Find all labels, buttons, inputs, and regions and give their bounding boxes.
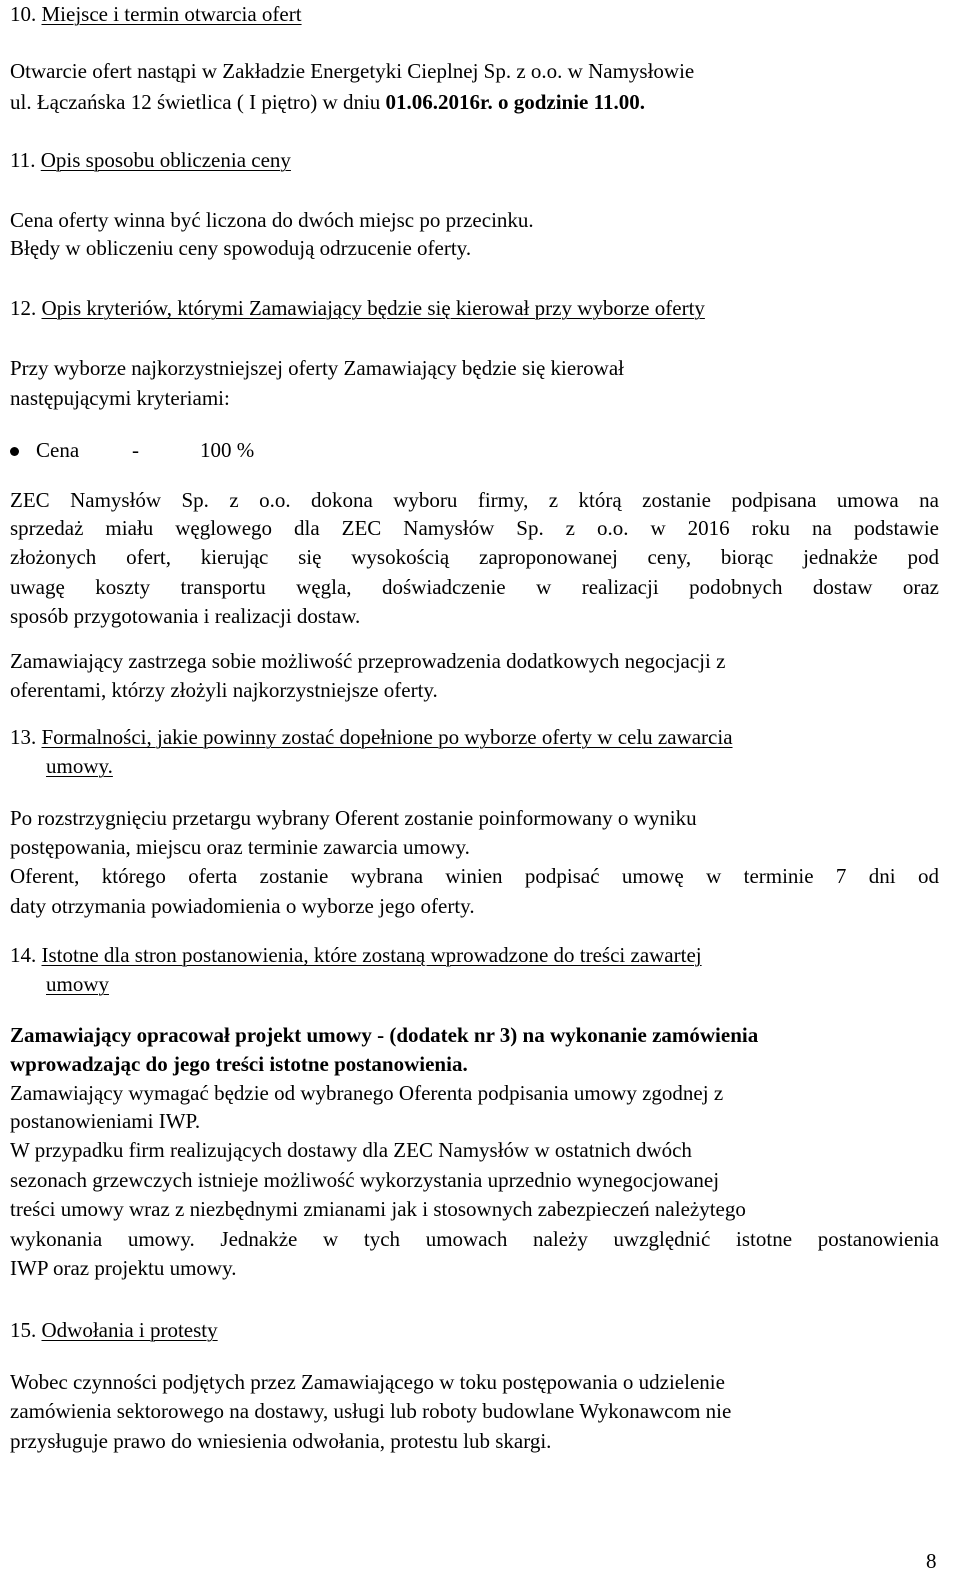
section-14-title-continued: umowy xyxy=(46,972,109,996)
section-12-heading xyxy=(10,295,705,321)
opening-date: 01.06.2016r. xyxy=(385,90,493,114)
paragraph-line: sprzedaż miału węglowego dla ZEC Namysłów Sp. z o.o. w 2016 roku na podstawie xyxy=(10,516,939,540)
section-11-heading xyxy=(10,147,291,173)
paragraph-line: Oferent, którego oferta zostanie wybrana winien podpisać umowę w terminie 7 dni od xyxy=(10,864,939,888)
paragraph-line: daty otrzymania powiadomienia o wyborze jego oferty. xyxy=(10,894,475,918)
paragraph-line: Cena oferty winna być liczona do dwóch miejsc po przecinku. xyxy=(10,208,534,232)
opening-time: o godzinie 11.00. xyxy=(492,90,645,114)
criterion-item xyxy=(36,437,79,463)
bullet-icon xyxy=(10,447,19,456)
section-14-title: Istotne dla stron postanowienia, które zostaną wprowadzone do treści zawartej xyxy=(41,943,702,967)
page-number: 8 xyxy=(926,1549,937,1573)
paragraph-line: W przypadku firm realizujących dostawy dla ZEC Namysłów w ostatnich dwóch xyxy=(10,1138,692,1162)
paragraph-line xyxy=(10,89,645,115)
section-12-number: 12. xyxy=(10,296,37,320)
paragraph-line: IWP oraz projektu umowy. xyxy=(10,1256,237,1280)
section-15-title: Odwołania i protesty xyxy=(41,1318,218,1342)
section-13-number: 13. xyxy=(10,725,37,749)
paragraph-line: wykonania umowy. Jednakże w tych umowach należy uwzględnić istotne postanowienia xyxy=(10,1227,939,1251)
paragraph-line: treści umowy wraz z niezbędnymi zmianami jak i stosownych zabezpieczeń należytego xyxy=(10,1197,746,1221)
section-15-heading xyxy=(10,1317,218,1343)
paragraph-line: Po rozstrzygnięciu przetargu wybrany Oferent zostanie poinformowany o wyniku xyxy=(10,806,697,830)
paragraph-line: postępowania, miejscu oraz terminie zawarcia umowy. xyxy=(10,835,470,859)
paragraph-line: Zamawiający wymagać będzie od wybranego Oferenta podpisania umowy zgodnej z xyxy=(10,1081,724,1105)
paragraph-line: oferentami, którzy złożyli najkorzystniejsze oferty. xyxy=(10,678,438,702)
section-13-title: Formalności, jakie powinny zostać dopełnione po wyborze oferty w celu zawarcia xyxy=(41,725,733,749)
paragraph-line: Otwarcie ofert nastąpi w Zakładzie Energetyki Cieplnej Sp. z o.o. w Namysłowie xyxy=(10,59,695,83)
section-14-heading xyxy=(10,942,702,968)
paragraph-line: przysługuje prawo do wniesienia odwołania, protestu lub skargi. xyxy=(10,1429,552,1453)
section-10-heading xyxy=(10,1,302,27)
section-11-number: 11. xyxy=(10,148,36,172)
criterion-value: 100 % xyxy=(200,438,255,462)
paragraph-line: uwagę koszty transportu węgla, doświadczenie w realizacji podobnych dostaw oraz xyxy=(10,575,939,599)
bold-paragraph-line: Zamawiający opracował projekt umowy - (dodatek nr 3) na wykonanie zamówienia xyxy=(10,1023,759,1047)
paragraph-line: złożonych ofert, kierując się wysokością zaproponowanej ceny, biorąc jednakże pod xyxy=(10,545,939,569)
section-14-number: 14. xyxy=(10,943,37,967)
paragraph-line: Zamawiający zastrzega sobie możliwość przeprowadzenia dodatkowych negocjacji z xyxy=(10,649,726,673)
section-11-title: Opis sposobu obliczenia ceny xyxy=(40,148,291,172)
paragraph-line: Przy wyborze najkorzystniejszej oferty Zamawiający będzie się kierował xyxy=(10,356,624,380)
section-10-number: 10. xyxy=(10,2,37,26)
bold-paragraph-line: wprowadzając do jego treści istotne postanowienia. xyxy=(10,1052,468,1076)
paragraph-line: sposób przygotowania i realizacji dostaw. xyxy=(10,604,361,628)
paragraph-line: Wobec czynności podjętych przez Zamawiającego w toku postępowania o udzielenie xyxy=(10,1370,725,1394)
paragraph-line: ZEC Namysłów Sp. z o.o. dokona wyboru firmy, z którą zostanie podpisana umowa na xyxy=(10,488,939,512)
paragraph-line: następującymi kryteriami: xyxy=(10,386,230,410)
section-15-number: 15. xyxy=(10,1318,37,1342)
text-fragment: ul. Łączańska 12 świetlica ( I piętro) w dniu xyxy=(10,90,386,114)
section-13-heading xyxy=(10,724,733,750)
paragraph-line: Błędy w obliczeniu ceny spowodują odrzucenie oferty. xyxy=(10,236,472,260)
paragraph-line: sezonach grzewczych istnieje możliwość wykorzystania uprzednio wynegocjowanej xyxy=(10,1168,720,1192)
criterion-dash: - xyxy=(132,438,139,462)
criterion-name: Cena xyxy=(36,438,80,462)
section-12-title: Opis kryteriów, którymi Zamawiający będzie się kierował przy wyborze oferty xyxy=(41,296,705,320)
paragraph-line: zamówienia sektorowego na dostawy, usługi lub roboty budowlane Wykonawcom nie xyxy=(10,1399,732,1423)
section-13-title-continued: umowy. xyxy=(46,754,113,778)
section-10-title: Miejsce i termin otwarcia ofert xyxy=(41,2,302,26)
paragraph-line: postanowieniami IWP. xyxy=(10,1109,201,1133)
